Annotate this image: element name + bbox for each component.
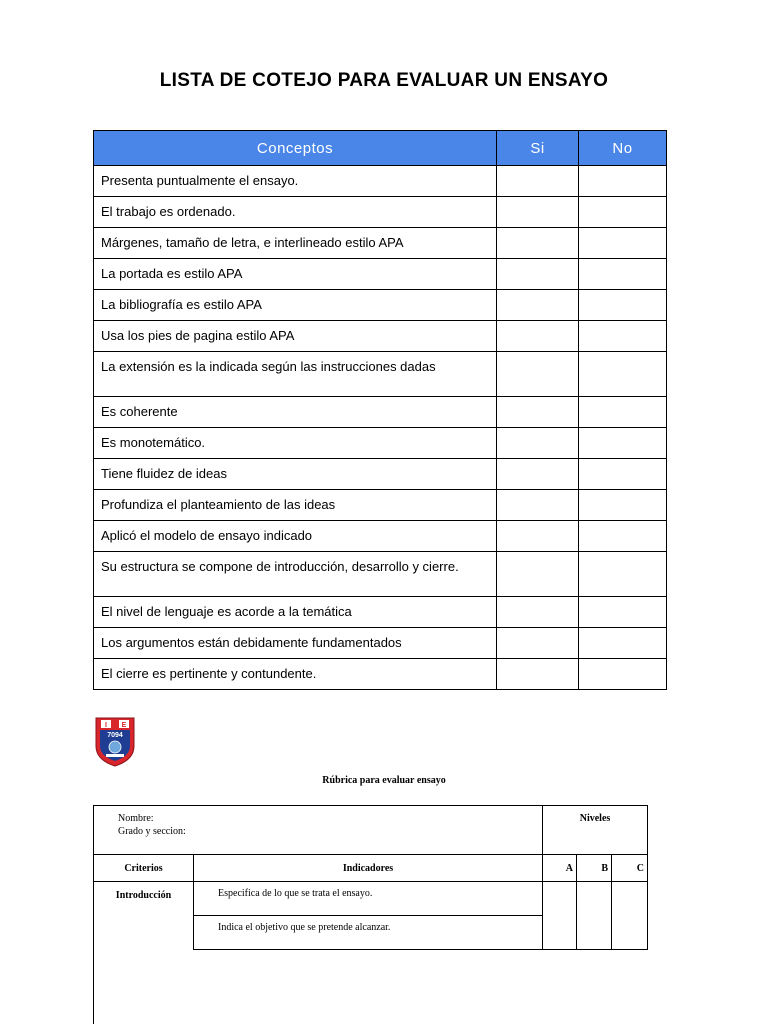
nombre-label: Nombre: [118, 813, 154, 824]
rubric-table [93, 805, 648, 950]
table-row [94, 259, 667, 290]
no-checkbox-cell[interactable] [579, 228, 667, 259]
si-checkbox-cell[interactable] [497, 521, 579, 552]
table-row [94, 166, 667, 197]
concept-cell: Usa los pies de pagina estilo APA [94, 321, 497, 352]
si-checkbox-cell[interactable] [497, 597, 579, 628]
no-checkbox-cell[interactable] [579, 259, 667, 290]
concept-cell: Presenta puntualmente el ensayo. [94, 166, 497, 197]
concept-cell: Es coherente [94, 397, 497, 428]
si-checkbox-cell[interactable] [497, 428, 579, 459]
student-info-cell[interactable] [94, 806, 543, 855]
si-checkbox-cell[interactable] [497, 552, 579, 597]
concept-cell: Márgenes, tamaño de letra, e interlineado estilo APA [94, 228, 497, 259]
school-crest-icon [94, 716, 136, 768]
level-b-cell[interactable] [577, 882, 612, 950]
svg-text:I: I [105, 722, 107, 729]
niveles-header: Niveles [543, 806, 648, 855]
si-checkbox-cell[interactable] [497, 397, 579, 428]
criterios-header: Criterios [94, 855, 194, 882]
table-row [94, 459, 667, 490]
concept-cell: Es monotemático. [94, 428, 497, 459]
no-checkbox-cell[interactable] [579, 521, 667, 552]
rubric-title: Rúbrica para evaluar ensayo [322, 775, 446, 786]
no-checkbox-cell[interactable] [579, 397, 667, 428]
table-row [94, 290, 667, 321]
si-checkbox-cell[interactable] [497, 166, 579, 197]
concept-cell: El cierre es pertinente y contundente. [94, 659, 497, 690]
no-checkbox-cell[interactable] [579, 290, 667, 321]
table-row [94, 197, 667, 228]
concept-cell: El trabajo es ordenado. [94, 197, 497, 228]
level-c-header: C [612, 855, 648, 882]
table-row [94, 882, 648, 916]
si-checkbox-cell[interactable] [497, 490, 579, 521]
indicator-cell: Indica el objetivo que se pretende alcanzar. [194, 916, 543, 950]
criterion-cell: Introducción [94, 882, 194, 950]
checklist-header-row [94, 131, 667, 166]
si-checkbox-cell[interactable] [497, 628, 579, 659]
no-checkbox-cell[interactable] [579, 321, 667, 352]
no-checkbox-cell[interactable] [579, 490, 667, 521]
no-checkbox-cell[interactable] [579, 628, 667, 659]
si-checkbox-cell[interactable] [497, 352, 579, 397]
concept-cell: La bibliografía es estilo APA [94, 290, 497, 321]
si-checkbox-cell[interactable] [497, 321, 579, 352]
si-checkbox-cell[interactable] [497, 259, 579, 290]
concept-cell: Tiene fluidez de ideas [94, 459, 497, 490]
level-a-cell[interactable] [543, 882, 577, 950]
no-checkbox-cell[interactable] [579, 597, 667, 628]
table-row [94, 352, 667, 397]
no-checkbox-cell[interactable] [579, 197, 667, 228]
si-checkbox-cell[interactable] [497, 228, 579, 259]
concept-cell: Aplicó el modelo de ensayo indicado [94, 521, 497, 552]
checklist-table [93, 130, 667, 690]
concept-cell: La extensión es la indicada según las instrucciones dadas [94, 352, 497, 397]
level-c-cell[interactable] [612, 882, 648, 950]
no-checkbox-cell[interactable] [579, 428, 667, 459]
grado-label: Grado y seccion: [118, 826, 186, 837]
table-row [94, 628, 667, 659]
rubric-header-row [94, 855, 648, 882]
table-row [94, 397, 667, 428]
level-b-header: B [577, 855, 612, 882]
concept-cell: Los argumentos están debidamente fundamentados [94, 628, 497, 659]
header-no: No [579, 131, 667, 166]
no-checkbox-cell[interactable] [579, 166, 667, 197]
svg-text:E: E [121, 722, 127, 729]
table-row [94, 552, 667, 597]
header-conceptos: Conceptos [94, 131, 497, 166]
header-si: Si [497, 131, 579, 166]
si-checkbox-cell[interactable] [497, 197, 579, 228]
no-checkbox-cell[interactable] [579, 459, 667, 490]
indicator-cell: Especifica de lo que se trata el ensayo. [194, 882, 543, 916]
table-row [94, 597, 667, 628]
concept-cell: El nivel de lenguaje es acorde a la temática [94, 597, 497, 628]
si-checkbox-cell[interactable] [497, 659, 579, 690]
svg-text:7094: 7094 [107, 732, 123, 739]
table-row [94, 659, 667, 690]
table-row [94, 490, 667, 521]
table-row [94, 321, 667, 352]
table-row [94, 428, 667, 459]
si-checkbox-cell[interactable] [497, 290, 579, 321]
concept-cell: La portada es estilo APA [94, 259, 497, 290]
concept-cell: Su estructura se compone de introducción, desarrollo y cierre. [94, 552, 497, 597]
indicadores-header: Indicadores [194, 855, 543, 882]
si-checkbox-cell[interactable] [497, 459, 579, 490]
no-checkbox-cell[interactable] [579, 352, 667, 397]
table-row [94, 521, 667, 552]
concept-cell: Profundiza el planteamiento de las ideas [94, 490, 497, 521]
no-checkbox-cell[interactable] [579, 659, 667, 690]
page-title: LISTA DE COTEJO PARA EVALUAR UN ENSAYO [159, 70, 609, 91]
no-checkbox-cell[interactable] [579, 552, 667, 597]
table-border-continuation [93, 931, 94, 1024]
table-row [94, 228, 667, 259]
level-a-header: A [543, 855, 577, 882]
